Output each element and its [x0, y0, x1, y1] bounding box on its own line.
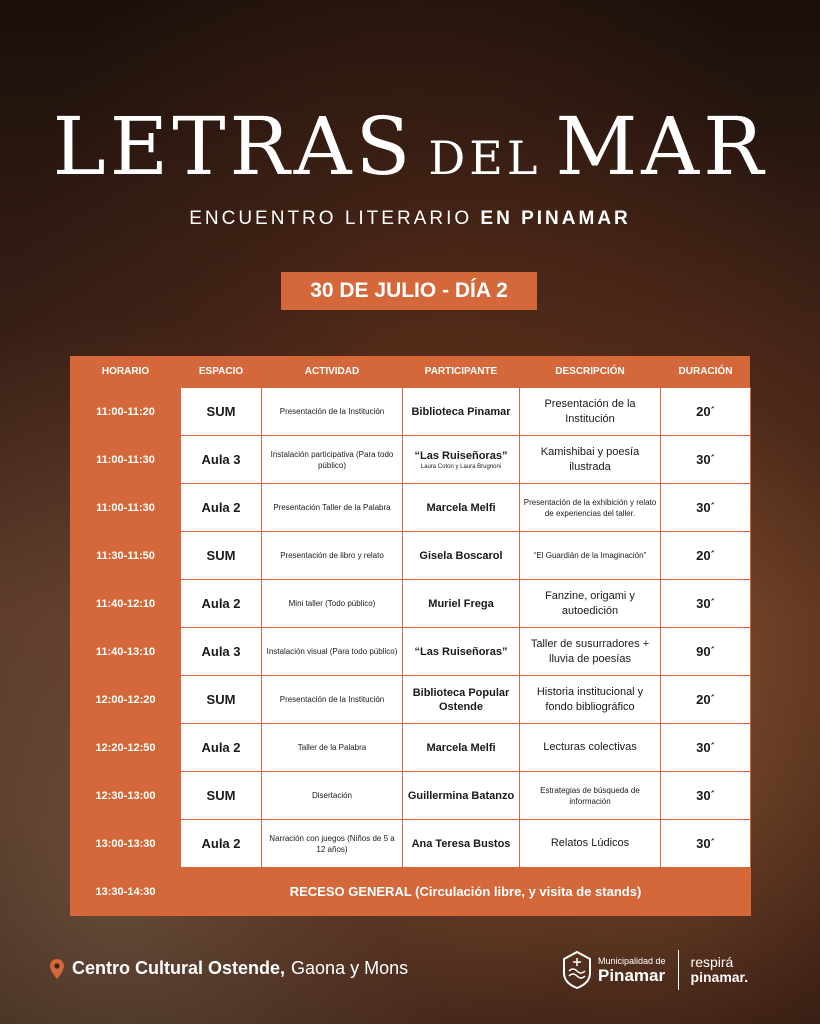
column-header: PARTICIPANTE: [424, 366, 498, 377]
time-cell: [71, 628, 181, 676]
time-cell: [71, 820, 181, 868]
logo-small-text: Municipalidad de: [598, 955, 666, 966]
time-cell-text: 11:00-11:20: [96, 405, 155, 418]
space-cell-text: Aula 2: [201, 596, 241, 611]
duration-cell-text: 30´: [696, 740, 715, 755]
time-cell: [71, 676, 181, 724]
space-cell-text: Aula 3: [201, 452, 241, 467]
description-cell-text: Relatos Lúdicos: [550, 837, 630, 849]
description-cell-text: Presentación de la Institución: [544, 397, 636, 425]
duration-cell: [661, 724, 751, 772]
participant-cell-text: Marcela Melfi: [426, 741, 496, 754]
description-cell-text: Historia institucional y fondo bibliográfico: [536, 685, 644, 713]
tagline-line1: respirá: [690, 954, 734, 970]
recess-text: RECESO GENERAL (Circulación libre, y visita de stands): [181, 868, 751, 916]
description-cell: [520, 676, 661, 724]
participant-cell-text: Biblioteca Popular Ostende: [412, 686, 510, 713]
space-cell: [181, 580, 262, 628]
activity-cell: [262, 724, 403, 772]
time-cell-text: 13:00-13:30: [95, 837, 156, 850]
activity-cell: [262, 772, 403, 820]
space-cell-text: SUM: [206, 692, 236, 707]
logo-divider: [678, 950, 679, 990]
time-cell: [71, 532, 181, 580]
duration-cell-text: 30´: [696, 836, 715, 851]
activity-cell-text: Instalación visual (Para todo público): [266, 647, 398, 656]
duration-cell: [661, 676, 751, 724]
time-cell-text: 12:00-12:20: [95, 693, 156, 706]
time-cell-text: 11:00-11:30: [96, 453, 155, 466]
description-cell: [520, 772, 661, 820]
logo-big-text: Pinamar: [598, 965, 666, 985]
column-header: ESPACIO: [198, 366, 244, 377]
duration-cell-text: 90´: [696, 644, 715, 659]
duration-cell: [661, 436, 751, 484]
description-cell-text: Presentación de la exhibición y relato de experiencias del taller.: [523, 497, 657, 518]
participant-cell: [403, 820, 520, 868]
description-cell: [520, 820, 661, 868]
table-row: [71, 532, 751, 580]
description-cell: [520, 724, 661, 772]
space-cell: [181, 532, 262, 580]
column-header: ACTIVIDAD: [304, 366, 360, 377]
participant-cell-text: Marcela Melfi: [426, 501, 496, 514]
pinamar-seal-icon: [562, 951, 592, 989]
space-cell: [181, 772, 262, 820]
tagline-line2: pinamar.: [690, 969, 749, 985]
participant-cell: [403, 772, 520, 820]
venue-location: [50, 958, 408, 979]
activity-cell-text: Instalación participativa (Para todo público): [270, 449, 394, 470]
recess-row: [71, 868, 751, 916]
event-title: [0, 100, 820, 193]
activity-cell-text: Taller de la Palabra: [297, 743, 367, 752]
space-cell: [181, 484, 262, 532]
title-letras: LETRAS: [52, 100, 415, 193]
subtitle-main: ENCUENTRO LITERARIO: [189, 208, 473, 229]
activity-cell-text: Narración con juegos (Niños de 5 a 12 años): [269, 833, 395, 854]
duration-cell-text: 20´: [696, 404, 715, 419]
description-cell-text: “El Guardián de la Imaginación”: [533, 551, 647, 560]
space-cell: [181, 388, 262, 436]
time-cell-text: 11:40-13:10: [95, 645, 156, 658]
description-cell: [520, 436, 661, 484]
time-cell: [71, 436, 181, 484]
venue-name: Centro Cultural Ostende,: [72, 958, 286, 978]
duration-cell-text: 20´: [696, 548, 715, 563]
time-cell-text: 11:40-12:10: [95, 597, 156, 610]
time-cell-text: 12:20-12:50: [95, 741, 156, 754]
schedule-table: [70, 356, 750, 912]
table-header-row: [71, 356, 751, 388]
participant-subtitle: Laura Coton y Laura Brugnoni: [420, 463, 502, 470]
participant-cell: [403, 532, 520, 580]
space-cell-text: SUM: [206, 548, 236, 563]
time-cell-text: 11:30-11:50: [96, 549, 155, 562]
activity-cell-text: Presentación de libro y relato: [280, 551, 384, 560]
participant-cell-text: “Las Ruiseñoras”: [414, 645, 508, 658]
time-cell-text: 11:00-11:30: [96, 501, 155, 514]
participant-cell-text: Gisela Boscarol: [419, 549, 503, 562]
participant-cell-text: Biblioteca Pinamar: [411, 405, 511, 418]
participant-cell: [403, 436, 520, 484]
table-row: [71, 772, 751, 820]
activity-cell: [262, 628, 403, 676]
space-cell: [181, 820, 262, 868]
time-cell: [71, 484, 181, 532]
duration-cell-text: 30´: [696, 788, 715, 803]
description-cell: [520, 532, 661, 580]
participant-cell-text: “Las Ruiseñoras”: [414, 449, 508, 462]
description-cell-text: Taller de susurradores + lluvia de poesías: [530, 637, 650, 665]
participant-cell: [403, 628, 520, 676]
description-cell-text: Lecturas colectivas: [543, 741, 637, 753]
duration-cell-text: 20´: [696, 692, 715, 707]
participant-cell: [403, 580, 520, 628]
table-row: [71, 676, 751, 724]
venue-address: Gaona y Mons: [291, 958, 409, 978]
time-cell: [71, 388, 181, 436]
column-header: HORARIO: [101, 366, 150, 377]
duration-cell-text: 30´: [696, 452, 715, 467]
participant-cell: [403, 388, 520, 436]
description-cell: [520, 580, 661, 628]
activity-cell: [262, 532, 403, 580]
duration-cell: [661, 772, 751, 820]
time-cell: [71, 580, 181, 628]
activity-cell-text: Presentación de la Institución: [279, 695, 385, 704]
subtitle-location: EN PINAMAR: [480, 208, 631, 229]
table-row: [71, 388, 751, 436]
description-cell-text: Kamishibai y poesía ilustrada: [540, 445, 640, 473]
event-subtitle: [0, 208, 820, 230]
participant-cell: [403, 676, 520, 724]
table-row: [71, 580, 751, 628]
space-cell-text: Aula 2: [201, 836, 241, 851]
column-header: DESCRIPCIÓN: [555, 366, 625, 377]
municipality-logo: [562, 950, 748, 990]
description-cell-text: Fanzine, origami y autoedición: [545, 589, 635, 617]
description-cell: [520, 388, 661, 436]
space-cell-text: Aula 2: [201, 500, 241, 515]
table-row: [71, 436, 751, 484]
activity-cell: [262, 820, 403, 868]
table-row: [71, 820, 751, 868]
description-cell: [520, 628, 661, 676]
table-row: [71, 484, 751, 532]
duration-cell: [661, 532, 751, 580]
participant-cell-text: Muriel Frega: [428, 597, 494, 610]
space-cell-text: SUM: [206, 788, 236, 803]
participant-cell: [403, 724, 520, 772]
space-cell-text: Aula 2: [201, 740, 241, 755]
table-row: [71, 628, 751, 676]
title-mar: MAR: [555, 100, 768, 193]
space-cell-text: SUM: [206, 404, 236, 419]
participant-cell-text: Ana Teresa Bustos: [411, 837, 511, 850]
activity-cell: [262, 676, 403, 724]
duration-cell-text: 30´: [696, 596, 715, 611]
recess-time: 13:30-14:30: [71, 868, 181, 916]
table-row: [71, 724, 751, 772]
participant-cell: [403, 484, 520, 532]
duration-cell: [661, 820, 751, 868]
time-cell: [71, 724, 181, 772]
duration-cell: [661, 484, 751, 532]
activity-cell: [262, 580, 403, 628]
space-cell: [181, 724, 262, 772]
activity-cell-text: Mini taller (Todo público): [288, 599, 376, 608]
description-cell-text: Estrategias de búsqueda de información: [540, 785, 640, 806]
duration-cell: [661, 388, 751, 436]
activity-cell: [262, 484, 403, 532]
location-pin-icon: [50, 959, 64, 979]
activity-cell-text: Presentación Taller de la Palabra: [273, 503, 391, 512]
duration-cell: [661, 628, 751, 676]
date-badge: 30 DE JULIO - DÍA 2: [281, 272, 537, 310]
space-cell: [181, 628, 262, 676]
description-cell: [520, 484, 661, 532]
space-cell: [181, 436, 262, 484]
activity-cell-text: Presentación de la Institución: [279, 407, 385, 416]
title-del: DEL: [428, 131, 542, 185]
space-cell-text: Aula 3: [201, 644, 241, 659]
duration-cell: [661, 580, 751, 628]
time-cell-text: 12:30-13:00: [95, 789, 156, 802]
time-cell: [71, 772, 181, 820]
activity-cell: [262, 388, 403, 436]
activity-cell: [262, 436, 403, 484]
duration-cell-text: 30´: [696, 500, 715, 515]
space-cell: [181, 676, 262, 724]
column-header: DURACIÓN: [678, 366, 733, 377]
participant-cell-text: Guillermina Batanzo: [407, 789, 515, 802]
activity-cell-text: Disertación: [311, 791, 352, 800]
